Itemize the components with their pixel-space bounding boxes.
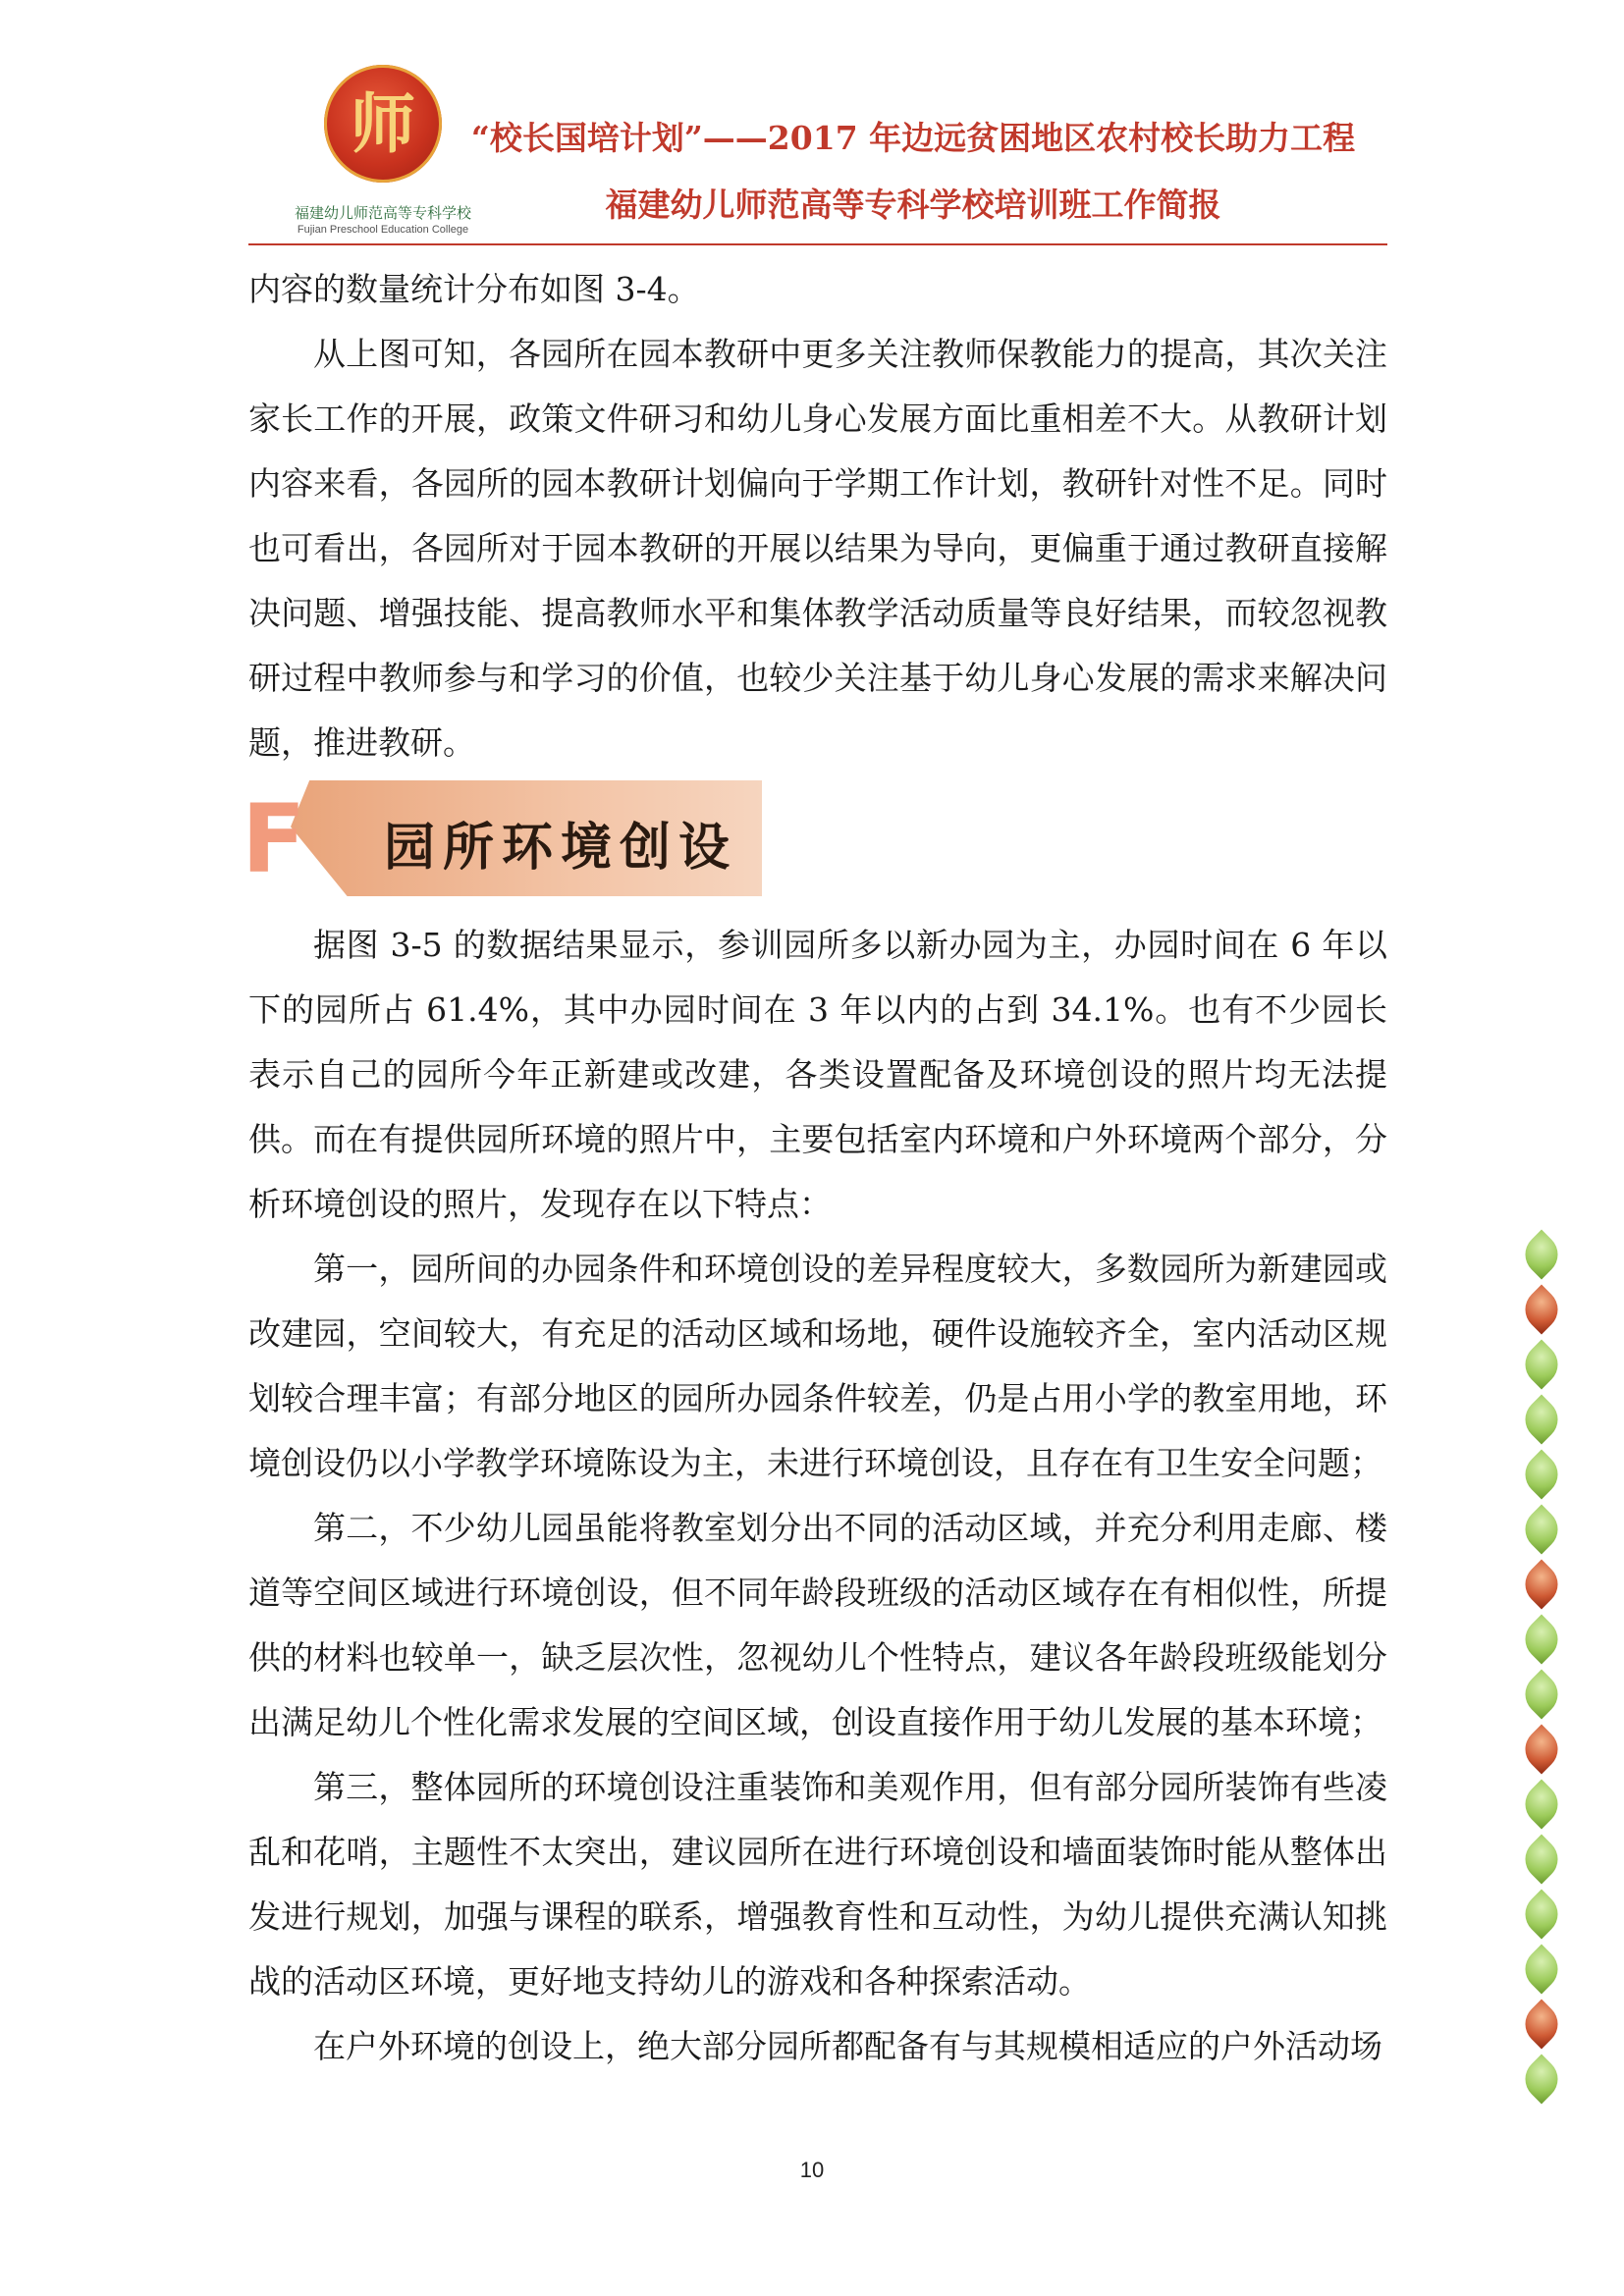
college-logo <box>280 57 476 243</box>
header-title-line1: “校长国培计划”——2017 年边远贫困地区农村校长助力工程 <box>470 119 1356 157</box>
leaf-icon <box>1517 1780 1567 1830</box>
leaf-icon <box>1517 1835 1567 1885</box>
body-paragraph: 从上图可知，各园所在园本教研中更多关注教师保教能力的提高，其次关注家长工作的开展，政策文件研习和幼儿身心发展方面比重相差不大。从教研计划内容来看，各园所的园本教研计划偏向于学期工作计划，教研针对性不足。同时也可看出，各园所对于园本教研的开展以结果为导向，更偏重于通过教研直接解决问题、增强技能、提高教师水平和集体教学活动质量等良好结果，而较忽视教研过程中教师参与和学习的价值，也较少关注基于幼儿身心发展的需求来解决问题，推进教研。 <box>248 335 1387 762</box>
leaf-icon <box>1517 2055 1567 2105</box>
leaf-icon <box>1517 1230 1567 1280</box>
leaf-icon <box>1517 2000 1567 2050</box>
page-header <box>0 0 1624 255</box>
body-paragraph: 第三，整体园所的环境创设注重装饰和美观作用，但有部分园所装饰有些凌乱和花哨，主题性不太突出，建议园所在进行环境创设和墙面装饰时能从整体出发进行规划，加强与课程的联系，增强教育性和互动性，为幼儿提供充满认知挑战的活动区环境，更好地支持幼儿的游戏和各种探索活动。 <box>248 1768 1387 2001</box>
body-paragraph: 据图 3-5 的数据结果显示，参训园所多以新办园为主，办园时间在 6 年以下的园所占 61.4%，其中办园时间在 3 年以内的占到 34.1%。也有不少园长表示自己的园所今年正新建或改建，各类设置配备及环境创设的照片均无法提供。 <box>248 926 1387 1158</box>
leaf-icon <box>1517 1340 1567 1390</box>
college-seal-icon <box>324 65 442 183</box>
body-paragraph: 内容的数量统计分布如图 3-4。 <box>248 270 700 308</box>
body-paragraph: 而在有提供园所环境的照片中，主要包括室内环境和户外环境两个部分，分析环境创设的照片，发现存在以下特点： <box>248 1120 1387 1223</box>
leaf-icon <box>1517 1450 1567 1500</box>
section-banner <box>212 780 772 898</box>
leaf-icon <box>1517 1285 1567 1335</box>
leaf-icon <box>1517 1725 1567 1775</box>
section-title: 园所环境创设 <box>384 818 738 878</box>
logo-name-en: Fujian Preschool Education College <box>297 224 469 236</box>
decorative-leaf-border <box>1512 1237 1571 2140</box>
leaf-icon <box>1517 1560 1567 1610</box>
leaf-icon <box>1517 1505 1567 1555</box>
leaf-icon <box>1517 1670 1567 1720</box>
leaf-icon <box>1517 1615 1567 1665</box>
header-divider <box>248 243 1387 245</box>
body-paragraph: 第一，园所间的办园条件和环境创设的差异程度较大，多数园所为新建园或改建园，空间较大，有充足的活动区域和场地，硬件设施较齐全，室内活动区规划较合理丰富；有部分地区的园所办园条件较差，仍是占用小学的教室用地，环境创设仍以小学教学环境陈设为主，未进行环境创设，且存在有卫生安全问题； <box>248 1250 1387 1482</box>
leaf-icon <box>1517 1395 1567 1445</box>
logo-glyph: 师 <box>351 85 415 162</box>
leaf-icon <box>1517 1945 1567 1995</box>
page-number: 10 <box>799 2158 825 2182</box>
leaf-icon <box>1517 1890 1567 1940</box>
header-title-line2: 福建幼儿师范高等专科学校培训班工作简报 <box>605 186 1221 224</box>
logo-name-cn: 福建幼儿师范高等专科学校 <box>294 204 471 222</box>
body-paragraph: 第二，不少幼儿园虽能将教室划分出不同的活动区域，并充分利用走廊、楼道等空间区域进行环境创设，但不同年龄段班级的活动区域存在有相似性，所提供的材料也较单一，缺乏层次性，忽视幼儿个性特点，建议各年龄段班级能划分出满足幼儿个性化需求发展的空间区域，创设直接作用于幼儿发展的基本环境； <box>248 1509 1387 1741</box>
body-paragraph: 在户外环境的创设上，绝大部分园所都配备有与其规模相适应的户外活动场 <box>313 2027 1382 2065</box>
section-letter: F <box>242 784 306 894</box>
